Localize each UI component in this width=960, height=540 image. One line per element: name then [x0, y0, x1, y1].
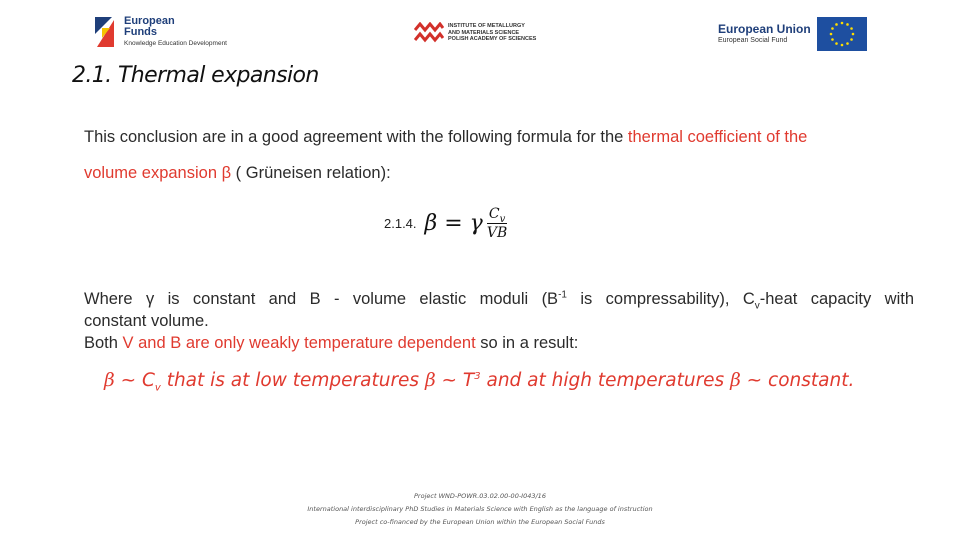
- eu-star-icon: [846, 42, 849, 45]
- result-beta-1: β: [104, 370, 115, 391]
- result-statement: [104, 370, 924, 394]
- institute-line3: POLISH ACADEMY OF SCIENCES: [448, 36, 537, 43]
- explanation-highlight: V and B are only weakly temperature dependent: [122, 334, 476, 352]
- footer-line-2: International interdisciplinary PhD Studies in Materials Science with English as the language of instruction: [307, 505, 653, 513]
- formula-numerator: [487, 206, 507, 224]
- eu-star-icon: [850, 38, 853, 41]
- explanation-line3-pre: Both: [84, 334, 123, 352]
- intro-highlight-2: volume expansion β: [84, 164, 232, 182]
- eu-star-icon: [840, 22, 843, 25]
- eu-star-icon: [851, 33, 854, 36]
- formula-denominator: VB: [486, 225, 508, 241]
- institute-icon: [414, 22, 444, 44]
- footer-line-1: Project WND-POWR.03.02.00-00-I043/16: [414, 492, 546, 500]
- explanation-paragraph: [84, 288, 914, 354]
- eu-line1: European Union: [718, 22, 811, 36]
- gruneisen-formula: [384, 206, 507, 241]
- result-text-3: ~ T: [435, 370, 475, 391]
- ef-line2: Funds: [124, 26, 157, 38]
- result-text-2: that is at low temperatures: [160, 370, 425, 391]
- eu-star-icon: [846, 23, 849, 26]
- intro-highlight-1: thermal coefficient of the: [627, 128, 808, 146]
- eu-star-icon: [835, 23, 838, 26]
- formula-fraction: [487, 206, 507, 241]
- ef-line3: Knowledge Education Development: [124, 40, 227, 47]
- eu-star-icon: [829, 33, 832, 36]
- eu-star-icon: [831, 27, 834, 30]
- slide-title: 2.1. Thermal expansion: [72, 63, 319, 88]
- numerator-symbol: C: [488, 206, 500, 222]
- eu-star-icon: [850, 27, 853, 30]
- result-text-5: ~ constant.: [740, 370, 855, 391]
- explanation-text-a: Where γ is constant and B - volume elastic moduli (B: [84, 290, 559, 308]
- explanation-text-c: -heat capacity with: [759, 290, 914, 308]
- eu-flag-icon: [817, 17, 867, 51]
- numerator-subscript: v: [499, 213, 506, 225]
- formula-number: 2.1.4.: [384, 216, 417, 231]
- intro-text: This conclusion are in a good agreement with the following formula for the: [84, 128, 628, 146]
- institute-line2: AND MATERIALS SCIENCE: [448, 29, 520, 36]
- ef-line1: European: [124, 15, 175, 27]
- result-text-4: and at high temperatures: [480, 370, 731, 391]
- result-beta-3: β: [730, 370, 741, 391]
- explanation-sub: v: [754, 300, 760, 312]
- footer-line-3: Project co-financed by the European Union within the European Social Funds: [355, 518, 605, 526]
- explanation-line-3: [84, 332, 914, 354]
- institute-logo: [414, 22, 536, 44]
- project-footer: [0, 490, 960, 529]
- intro-paragraph: [84, 126, 914, 184]
- european-funds-icon: [92, 14, 118, 50]
- result-beta-2: β: [424, 370, 436, 391]
- eu-line2: European Social Fund: [718, 37, 788, 44]
- result-sub: v: [154, 382, 161, 394]
- eu-logo: [718, 17, 867, 51]
- explanation-line-1: [84, 288, 914, 310]
- eu-star-icon: [840, 44, 843, 47]
- explanation-text-b: is compressability), C: [566, 290, 755, 308]
- explanation-sup: -1: [558, 289, 567, 301]
- explanation-line3-post: so in a result:: [475, 334, 579, 352]
- eu-star-icon: [835, 42, 838, 45]
- explanation-line-2: constant volume.: [84, 312, 209, 330]
- european-funds-logo: [92, 14, 227, 50]
- result-sup: 3: [474, 370, 481, 382]
- eu-star-icon: [831, 38, 834, 41]
- intro-text-end: ( Grüneisen relation):: [231, 164, 391, 182]
- result-text-1: ~ C: [114, 370, 155, 391]
- institute-line1: INSTITUTE OF METALLURGY: [448, 23, 525, 30]
- formula-lhs: β = γ: [424, 211, 483, 236]
